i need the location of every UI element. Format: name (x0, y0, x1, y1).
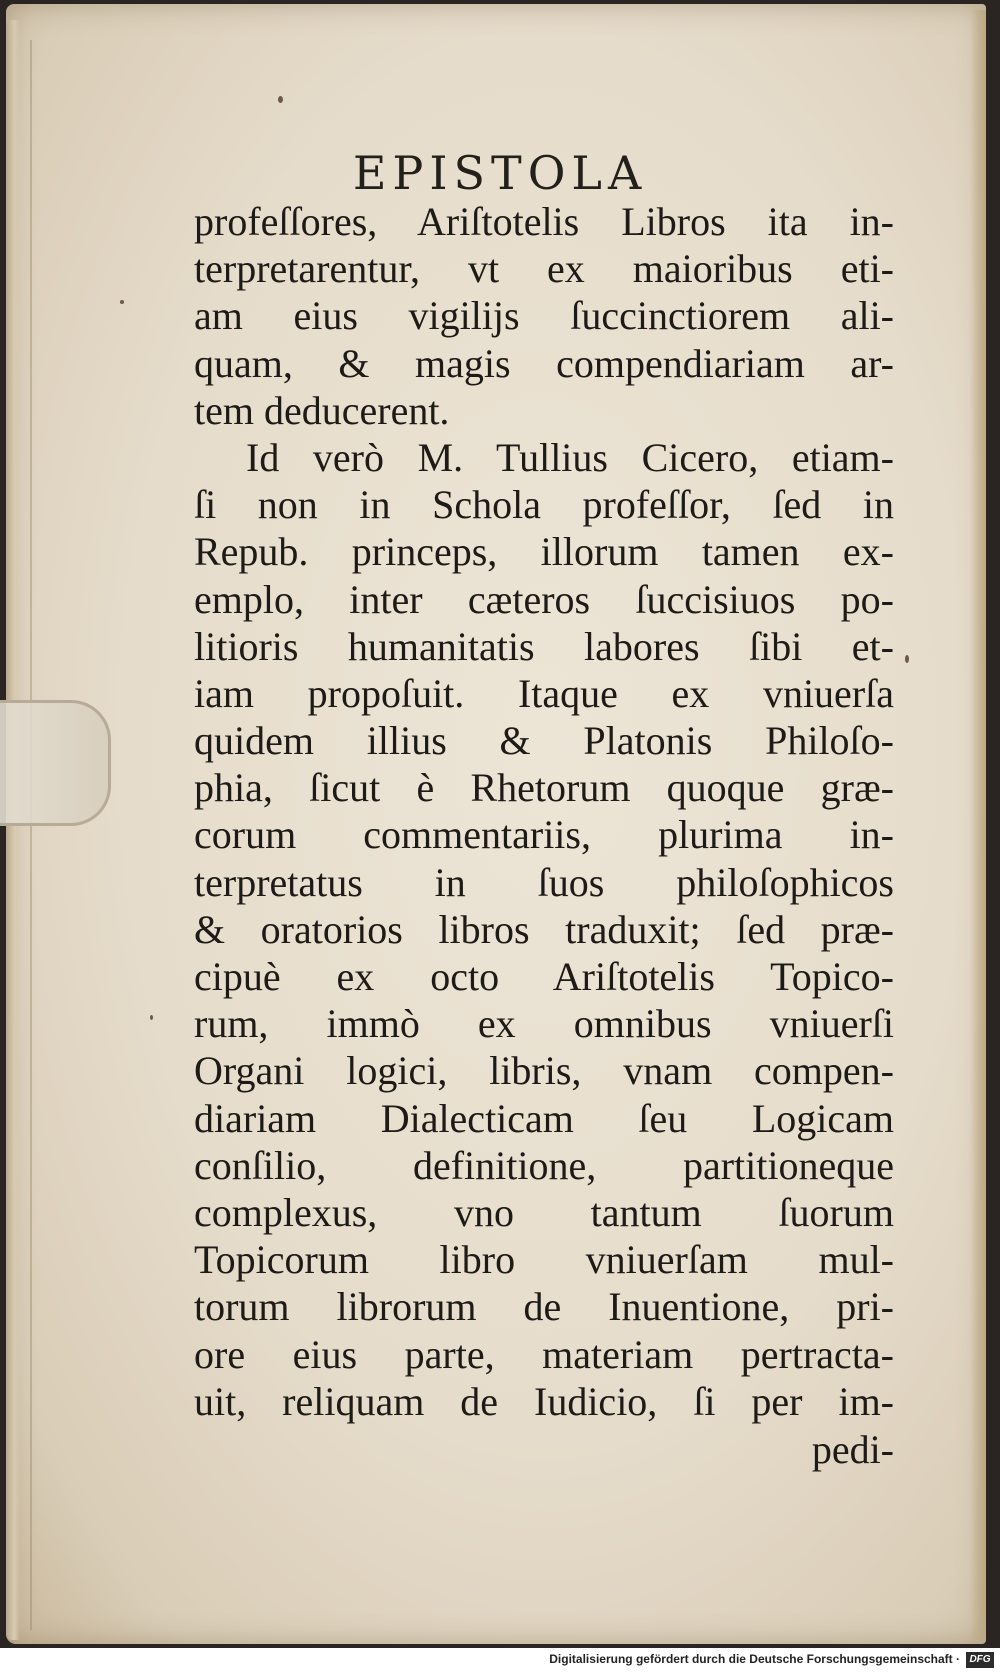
clip-mark (0, 700, 111, 826)
text-line: ore eius parte, materiam pertracta- (194, 1331, 894, 1377)
text-line: uit, reliquam de Iudicio, ſi per im- (194, 1378, 894, 1424)
ink-speck (905, 655, 909, 663)
page-edge-right (970, 10, 986, 1640)
text-line: conſilio, definitione, partitioneque (194, 1142, 894, 1188)
text-line: torum librorum de Inuentione, pri- (194, 1284, 894, 1330)
text-line: Organi logici, libris, vnam compen- (194, 1048, 894, 1094)
text-line: terpretatus in ſuos philoſophicos (194, 859, 894, 905)
text-line: profeſſores, Ariſtotelis Libros ita in- (194, 199, 894, 244)
text-line: quidem illius & Platonis Philoſo- (194, 718, 894, 764)
text-line: terpretarentur, vt ex maioribus eti- (194, 246, 894, 292)
text-line: phia, ſicut è Rhetorum quoque græ- (194, 765, 894, 811)
text-line: tem deducerent. (194, 387, 450, 433)
text-line: & oratorios libros traduxit; ſed præ- (194, 906, 894, 952)
text-line: rum, immò ex omnibus vniuerſi (194, 1001, 894, 1047)
ink-speck (150, 1015, 153, 1020)
text-line: diariam Dialecticam ſeu Logicam (194, 1095, 894, 1141)
body-text (194, 198, 894, 1425)
text-line: am eius vigilijs ſuccinctiorem ali- (194, 293, 894, 339)
gutter-line (30, 40, 32, 1630)
text-line: Id verò M. Tullius Cicero, etiam- (246, 434, 894, 480)
catchword: pedi- (811, 1427, 894, 1472)
text-line: iam propoſuit. Itaque ex vniuerſa (194, 670, 894, 716)
text-line: Repub. princeps, illorum tamen ex- (194, 529, 894, 575)
text-line: Topicorum libro vniuerſam mul- (194, 1237, 894, 1283)
text-line: ſi non in Schola profeſſor, ſed in (194, 482, 894, 528)
text-line: emplo, inter cæteros ſuccisiuos po- (194, 576, 894, 622)
ink-speck (278, 96, 283, 103)
text-line: quam, & magis compendiariam ar- (194, 340, 894, 386)
footer-credit: Digitalisierung gefördert durch die Deutsche Forschungsgemeinschaft · (549, 1652, 960, 1666)
dfg-logo-icon: DFG (966, 1652, 994, 1668)
text-line: cipuè ex octo Ariſtotelis Topico- (194, 954, 894, 999)
text-line: litioris humanitatis labores ſibi et- (194, 623, 894, 669)
text-line: complexus, vno tantum ſuorum (194, 1189, 894, 1235)
text-line: corum commentariis, plurima in- (194, 812, 894, 858)
running-head: EPISTOLA (352, 146, 648, 200)
digitization-footer (0, 1648, 1000, 1673)
page-edge-left (6, 20, 20, 1640)
ink-speck (120, 300, 124, 304)
